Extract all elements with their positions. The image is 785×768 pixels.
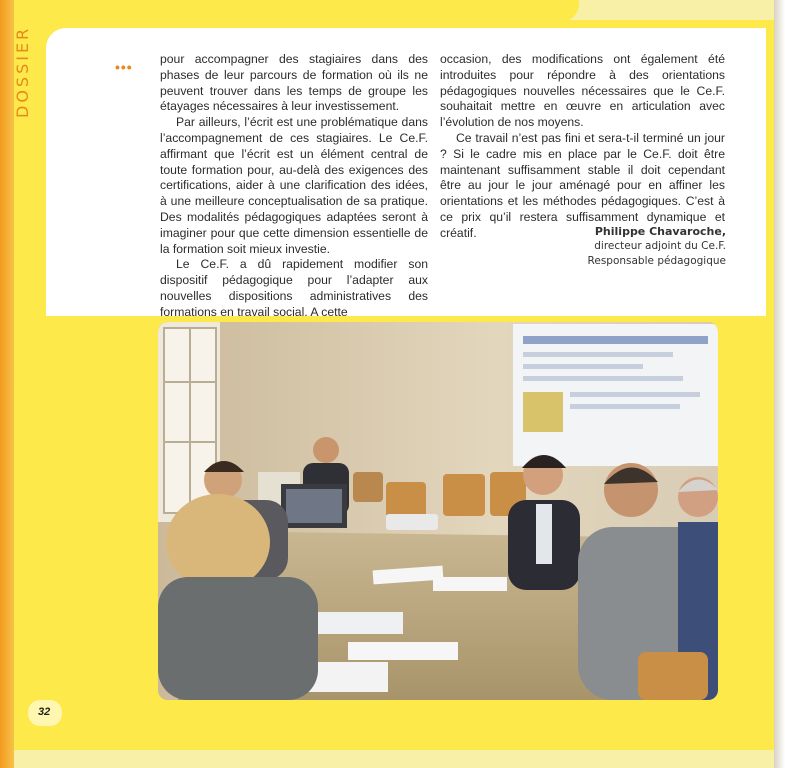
author-title: Responsable pédagogique [587, 255, 726, 267]
bullet-marker: ••• [115, 59, 133, 75]
right-paragraph-2: Ce travail n’est pas fini et sera-t-il terminé un jour ? Si le cadre mis en place par le Ce.F. doit être maintenant suffisamment stable il doit cependant être au jour le jour aménagé pour en affiner les orientations et les méthodes pédagogiques. C’est à ce prix qu’il restera suffisamment dynamique et créatif. [440, 130, 725, 240]
meeting-photo [158, 322, 718, 700]
page-number-badge [28, 700, 62, 726]
left-paragraph-3: Le Ce.F. a dû rapidement modifier son dispositif pédagogique pour l’adapter aux nouvelles dispositions administratives des formations en travail social. A cette [160, 257, 428, 319]
signature-block [588, 224, 726, 269]
right-paragraph-1: occasion, des modifications ont également été introduites pour répondre à des orientations pédagogiques nouvelles nécessaires que le Ce.F. souhaitait mettre en œuvre en articulation avec l’évolution de nos moyens. [440, 52, 725, 130]
left-paragraph-1: pour accompagner des stagiaires dans des phases de leur parcours de formation où ils ne peuvent trouver dans les temps de groupe les étayages nécessaires à leur investissement. [160, 52, 428, 114]
orange-page-edge [0, 0, 14, 768]
left-column [160, 52, 428, 321]
section-label: DOSSIER [13, 25, 32, 118]
left-paragraph-2: Par ailleurs, l’écrit est une problématique dans l’accompagnement de ces stagiaires. Le Ce.F. affirmant que l’écrit est un élément central de toute formation pour, au-delà des exigences des certifications, aider à une clarification des idées, à une meilleure conceptualisation de sa pratique. Des modalités pédagogiques adaptées seront à imaginer pour que cette dimension essentielle de la formation soit mieux investie. [160, 115, 428, 256]
binding-edge [774, 0, 785, 768]
page-number: 32 [38, 706, 51, 718]
right-column [440, 52, 725, 242]
meeting-photo-illustration [158, 322, 718, 700]
author-name: Philippe Chavaroche, [594, 225, 726, 238]
top-yellow-band [14, 0, 579, 22]
author-role: directeur adjoint du Ce.F. [594, 240, 726, 252]
